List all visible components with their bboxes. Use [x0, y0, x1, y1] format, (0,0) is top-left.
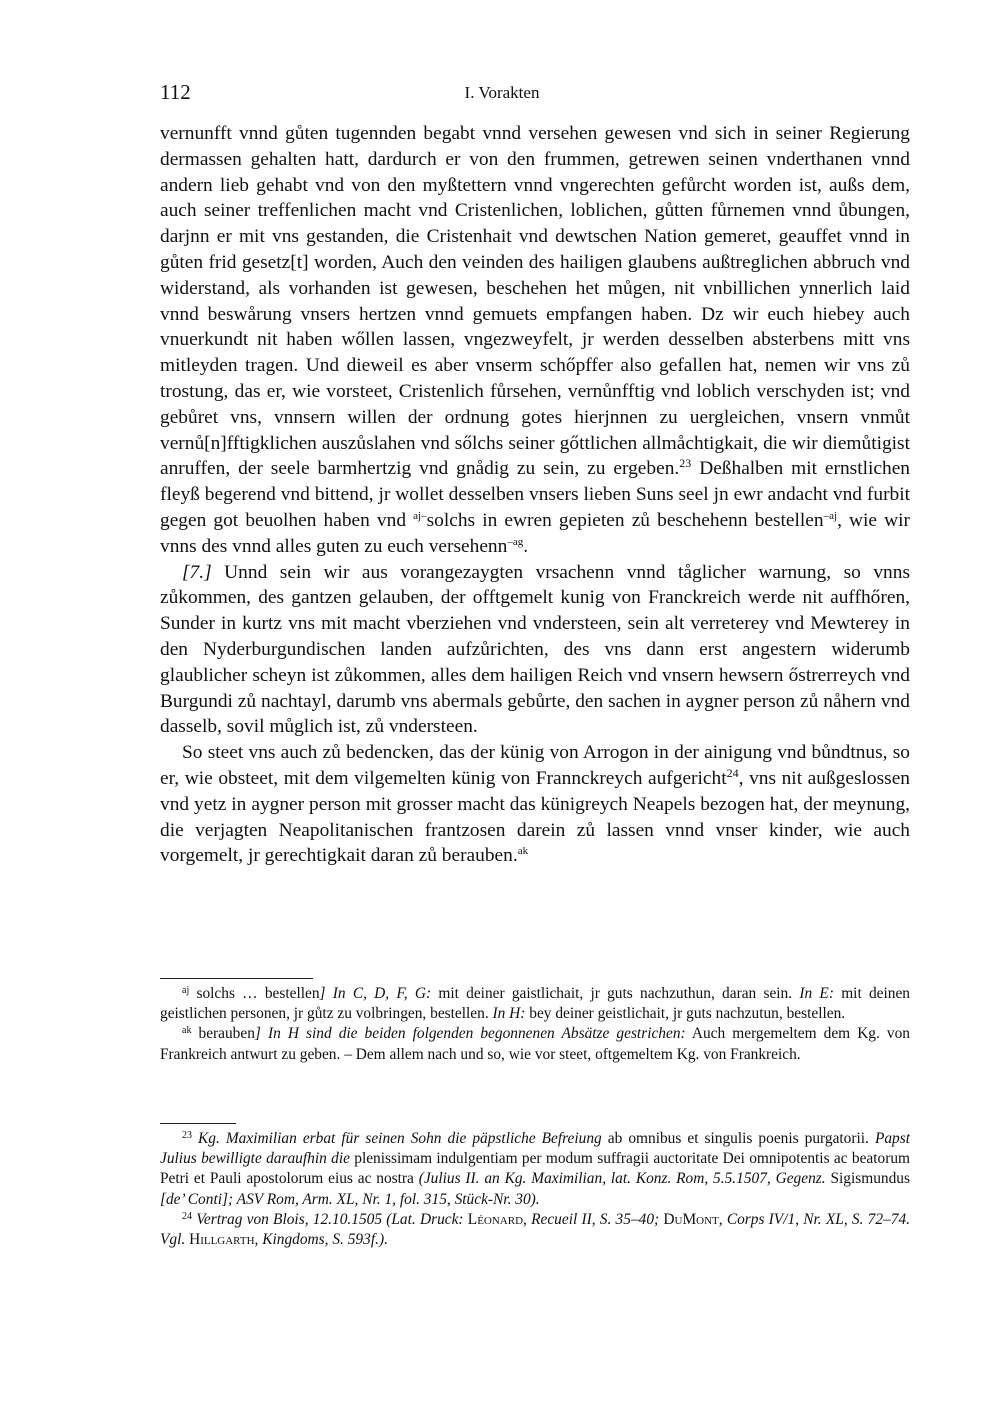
running-title: I. Vorakten: [464, 83, 540, 102]
apparatus-lemma: berauben: [191, 1025, 255, 1043]
author-name: Léonard: [467, 1210, 524, 1228]
text-run: vernunfft vnnd gůten tugennden begabt vnnd versehen gewesen vnd sich in seiner Regierung dermassen gehalten hatt, dardurch er von den frummen, getrewen seinen vnderthanen vnnd andern lieb gehabt vnd von den myßtettern vnnd vngerechten gefůrcht worden ist, außs dem, auch seiner treffenlichen macht vnd Cristenlichen, loblichen, gůtten fůrnemen vnnd ůbungen, darjnn er mit vns gestanden, die Cristenhait vnd dewtschen Nation gemeret, geauffet vnnd in gůten frid gesetz[t] worden, Auch den veinden des hailigen glaubens außtreglichen abbruch vnd widerstand, als vorhanden ist gewesen, beschehen het můgen, nit vnbillichen ynnerlich laid vnnd beswårung vnsers hertzen vnnd gemuets empfangen haben. Dz wir euch hiebey auch vnuerkundt nit haben wőllen lassen, vngezweyfelt, jr werden desselben absterbens mitt vns mitleyden tragen. Und dieweil es aber vnserm schőpffer also gefallen hat, nemen wir vns zů trostung, das er, wie vorsteet, Cristenlich fůrsehen, vernůnfftig vnd loblich verschyden ist; vnd gebůret vns, vnnsern willen der ordnung gotes hierjnnen zu uergleichen, vnsern vnmůt vernů[n]fftigklichen auszůslahen vnd sőlchs seiner gőttlichen allmåchtigkait, die wir diemůtigist anruffen, der seele barmhertzig vnd gnådig zu sein, zu ergeben.: [160, 123, 910, 480]
apparatus-note-aj: [160, 984, 910, 1024]
paragraph-3: [160, 740, 910, 869]
apparatus-marker-ak[interactable]: ak: [517, 845, 529, 858]
apparatus-lemma: solchs … bestellen: [189, 985, 320, 1002]
footnote-ref-24[interactable]: 24: [726, 765, 739, 780]
footnote-italic: , Recueil II, S. 35–40;: [523, 1210, 664, 1228]
author-name: DuMont: [663, 1210, 719, 1228]
critical-apparatus: [160, 984, 910, 1065]
text-run: Deßhalben mit ernstlichen fleyß begerend vnd bittend, jr wollet desselben vnsers lieben Suns seel jn ewr andacht vnd furbit gegen got beuolhen haben vnd: [160, 458, 910, 531]
footnote-23: [160, 1129, 910, 1210]
section-number: [7.]: [182, 561, 212, 583]
text-run: .: [523, 535, 529, 557]
apparatus-marker-ag-close[interactable]: –ag: [507, 535, 524, 548]
footnote-italic: , Corps IV/1, Nr. XL, S. 72–74. Vgl.: [160, 1210, 910, 1249]
text-run: , wie wir vnns des vnnd alles guten zu euch versehenn: [160, 509, 910, 557]
apparatus-note-ak: [160, 1024, 910, 1064]
footnote-text: ab omnibus et singulis poenis purgatorii.: [601, 1130, 875, 1147]
footnote-marker: 23: [182, 1130, 192, 1141]
footnote-text: plenissimam indulgentiam per modum suffragii auctoritate Dei omnipotentis ac beatorum Petri et Pauli apostolorum eius ac nostra: [160, 1150, 910, 1188]
text-run: So steet vns auch zů bedencken, das der künig von Arrogon in der ainigung vnd bůndtnus, so er, wie obsteet, mit dem vilgemelten künig von Frannckreych aufgericht: [160, 742, 910, 789]
footnote-ref-23[interactable]: 23: [679, 456, 692, 471]
apparatus-siglum: In E:: [799, 985, 834, 1002]
apparatus-siglum: In H:: [492, 1005, 526, 1023]
apparatus-marker-aj-open[interactable]: aj–: [413, 509, 427, 522]
author-name: Hillgarth: [189, 1231, 255, 1249]
footnote-text: Sigismundus: [825, 1170, 910, 1188]
apparatus-marker: aj: [182, 985, 190, 996]
footnote-italic: [de’ Conti]; ASV Rom, Arm. XL, Nr. 1, fol. 315, Stück-Nr. 30).: [160, 1190, 540, 1208]
page-number: 112: [160, 80, 191, 104]
apparatus-text: bey deiner geistlichait, jr guts nachzutun, bestellen.: [525, 1005, 846, 1023]
text-run: , vns nit außgeslossen vnd yetz in aygner person mit grosser macht das künigreych Neapels bezogen hat, der meynung, die verjagten Neapolitanischen frantzosen darein zů lassen vnnd vnser kinder, wie auch vorgemelt, jr gerechtigkait daran zů berauben.: [160, 767, 911, 867]
footnote-italic: Vertrag von Blois, 12.10.1505 (Lat. Druck:: [192, 1210, 468, 1228]
footnote-marker: 24: [182, 1210, 192, 1222]
footnote-24: [160, 1210, 910, 1250]
footnote-divider: [160, 1123, 236, 1124]
apparatus-remark: ] In H sind die beiden folgenden begonnenen Absätze gestrichen:: [254, 1025, 686, 1043]
apparatus-divider: [160, 978, 313, 979]
apparatus-marker: ak: [182, 1025, 192, 1037]
text-run: Unnd sein wir aus vorangezaygten vrsachenn vnnd tåglicher warnung, so vnns zůkommen, des gantzen gelauben, der offtgemelt kunig von Franckreich werde nit auffhőren, Sunder in kurtz vns mit macht vberziehen vnd vndersteen, sein alt verreterey vnd Mewterey in den Nyderburgundischen landen aufzůrichten, des vns dann erst angestern widerumb glaublicher scheyn ist zůkommen, alles dem hailigen Reich vnd vnsern hewsern őstrerreych vnd Burgundi zů nachtayl, darumb vns abermals gebůrte, den sachen in aygner person zů nåhern vnd dasselb, sovil můglich ist, zů vndersteen.: [160, 561, 910, 738]
main-text: [160, 121, 910, 869]
footnote-italic: Kg. Maximilian erbat für seinen Sohn die päpstliche Befreiung: [192, 1130, 602, 1147]
apparatus-text: Auch mergemeltem dem Kg. von Frankreich antwurt zu geben. – Dem allem nach und so, wie vor steet, oftgemeltem Kg. von Frankreich.: [160, 1025, 910, 1063]
paragraph-1: [160, 121, 910, 560]
paragraph-2: [160, 560, 910, 741]
footnote-italic: , Kingdoms, S. 593f.).: [254, 1231, 388, 1249]
apparatus-text: mit deiner gaistlichait, jr guts nachzuthun, daran sein.: [431, 985, 800, 1002]
footnote-italic: (Julius II. an Kg. Maximilian, lat. Konz. Rom, 5.5.1507, Gegenz.: [418, 1170, 826, 1188]
apparatus-marker-aj-close[interactable]: –aj: [823, 509, 838, 522]
footnote-italic: Papst Julius bewilligte daraufhin die: [160, 1130, 910, 1168]
apparatus-siglum: ] In C, D, F, G:: [319, 985, 432, 1002]
text-run: solchs in ewren gepieten zů beschehenn bestellen: [426, 509, 824, 531]
apparatus-text: mit deinen geistlichen personen, jr gůtz zu volbringen, bestellen.: [160, 985, 910, 1023]
footnotes: [160, 1129, 910, 1250]
